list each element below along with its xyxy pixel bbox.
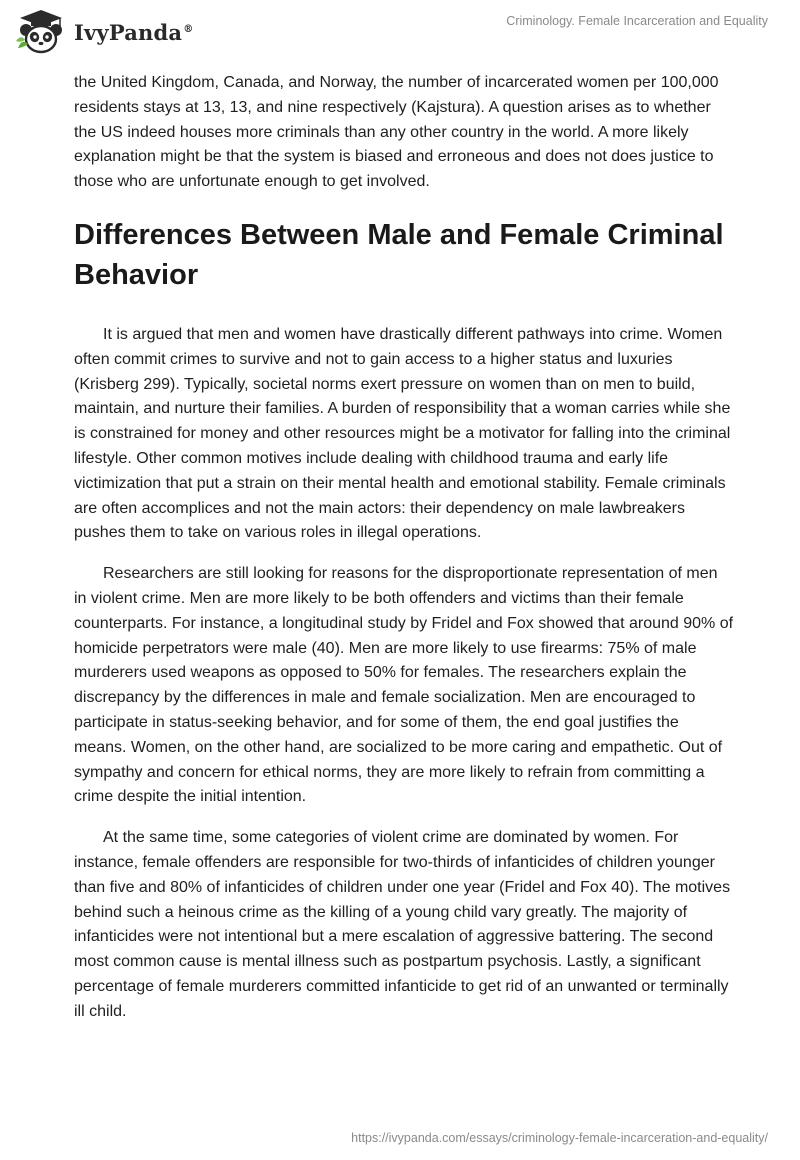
document-title: Criminology. Female Incarceration and Equality (506, 14, 768, 28)
intro-paragraph: the United Kingdom, Canada, and Norway, the number of incarcerated women per 100,000 residents stays at 13, 13, and nine respectively (Kajstura). A question arises as to whether the US indeed houses more criminals than any other country in the world. A more likely explanation might be that the system is biased and erroneous and does not does justice to those who are unfortunate enough to get involved. (74, 74, 719, 191)
body-paragraph: It is argued that men and women have drastically different pathways into crime. Women often commit crimes to survive and not to gain access to a higher status and luxuries (Krisberg 299). Typically, societal norms exert pressure on women than on men to build, maintain, and nurture their families. A burden of responsibility that a woman carries while she is constrained for money and other resources might be a motivator for falling into the criminal lifestyle. Other common motives include dealing with childhood trauma and early life victimization that put a strain on their mental health and emotional stability. Female criminals are often accomplices and not the main actors: their dependency on male lawbreakers pushes them to take on various roles in illegal operations. (74, 325, 731, 542)
body-paragraph: Researchers are still looking for reasons for the disproportionate representation of men in violent crime. Men are more likely to be both offenders and victims than their female counterparts. For instance, a longitudinal study by Fridel and Fox showed that around 90% of homicide perpetrators were male (40). Men are more likely to use firearms: 75% of male murderers used weapons as opposed to 50% for females. The researchers explain the discrepancy by the differences in male and female socialization. Men are encouraged to participate in status-seeking behavior, and for some of them, the end goal justifies the means. Women, on the other hand, are socialized to be more caring and empathetic. Out of sympathy and concern for ethical norms, they are more likely to refrain from committing a crime despite the initial intention. (74, 565, 734, 806)
source-url[interactable]: https://ivypanda.com/essays/criminology-female-incarceration-and-equality/ (351, 1131, 768, 1145)
body-paragraph: At the same time, some categories of violent crime are dominated by women. For instance, female offenders are responsible for two-thirds of infanticides of children younger than five and 80% of infanticides of children under one year (Fridel and Fox 40). The motives behind such a heinous crime as the killing of a young child vary greatly. The majority of infanticides were not intentional but a mere escalation of aggressive battering. The second most common cause is mental illness such as postpartum psychosis. Lastly, a significant percentage of female murderers committed infanticide to get rid of an unwanted or terminally ill child. (74, 829, 731, 1020)
ivypanda-logo[interactable] (16, 8, 193, 54)
logo-text: IvyPanda (74, 19, 183, 45)
registered-mark: ® (183, 23, 194, 35)
essay-content (74, 71, 734, 1041)
section-heading: Differences Between Male and Female Criminal Behavior (74, 218, 724, 291)
logo-wordmark (74, 20, 193, 45)
panda-graduation-cap-icon (16, 8, 66, 54)
page-header (0, 0, 800, 62)
